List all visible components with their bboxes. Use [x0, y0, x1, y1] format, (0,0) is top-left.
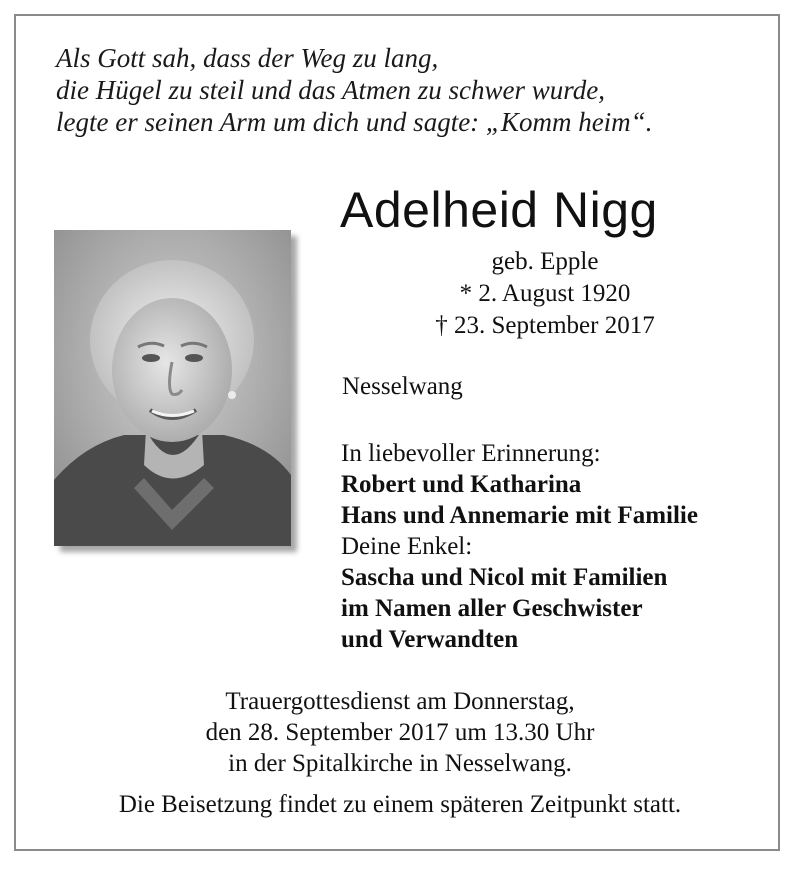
poem-line-1: Als Gott sah, dass der Weg zu lang,: [56, 43, 439, 73]
mourner-line: Hans und Annemarie mit Familie: [341, 502, 698, 529]
service-line-3: in der Spitalkirche in Nesselwang.: [228, 750, 572, 777]
service-line-2: den 28. September 2017 um 13.30 Uhr: [205, 719, 595, 746]
birth-date: * 2. August 1920: [459, 280, 631, 307]
mourner-line: und Verwandten: [341, 626, 519, 653]
funeral-service-info: [40, 686, 760, 779]
maiden-name: geb. Epple: [491, 248, 599, 275]
poem: [56, 42, 756, 138]
deceased-name: Adelheid Nigg: [340, 182, 658, 238]
remembrance-intro: In liebevoller Erinnerung:: [341, 440, 601, 467]
mourner-line: Robert und Katharina: [341, 471, 582, 498]
portrait-image: [54, 230, 291, 546]
residence-place: Nesselwang: [342, 373, 463, 400]
portrait-photo: [54, 230, 291, 546]
death-date: † 23. September 2017: [435, 312, 655, 339]
life-dates: [365, 246, 725, 342]
mourner-line: im Namen aller Geschwister: [341, 595, 643, 622]
burial-note: Die Beisetzung findet zu einem späteren Zeitpunkt statt.: [118, 791, 682, 818]
mourner-line: Sascha und Nicol mit Familien: [341, 564, 668, 591]
poem-line-3: legte er seinen Arm um dich und sagte: „Komm heim“.: [56, 107, 653, 137]
mourners-list: [341, 438, 771, 655]
service-line-1: Trauergottesdienst am Donnerstag,: [225, 688, 575, 715]
grandchildren-label: Deine Enkel:: [341, 533, 473, 560]
poem-line-2: die Hügel zu steil und das Atmen zu schwer wurde,: [56, 75, 605, 105]
